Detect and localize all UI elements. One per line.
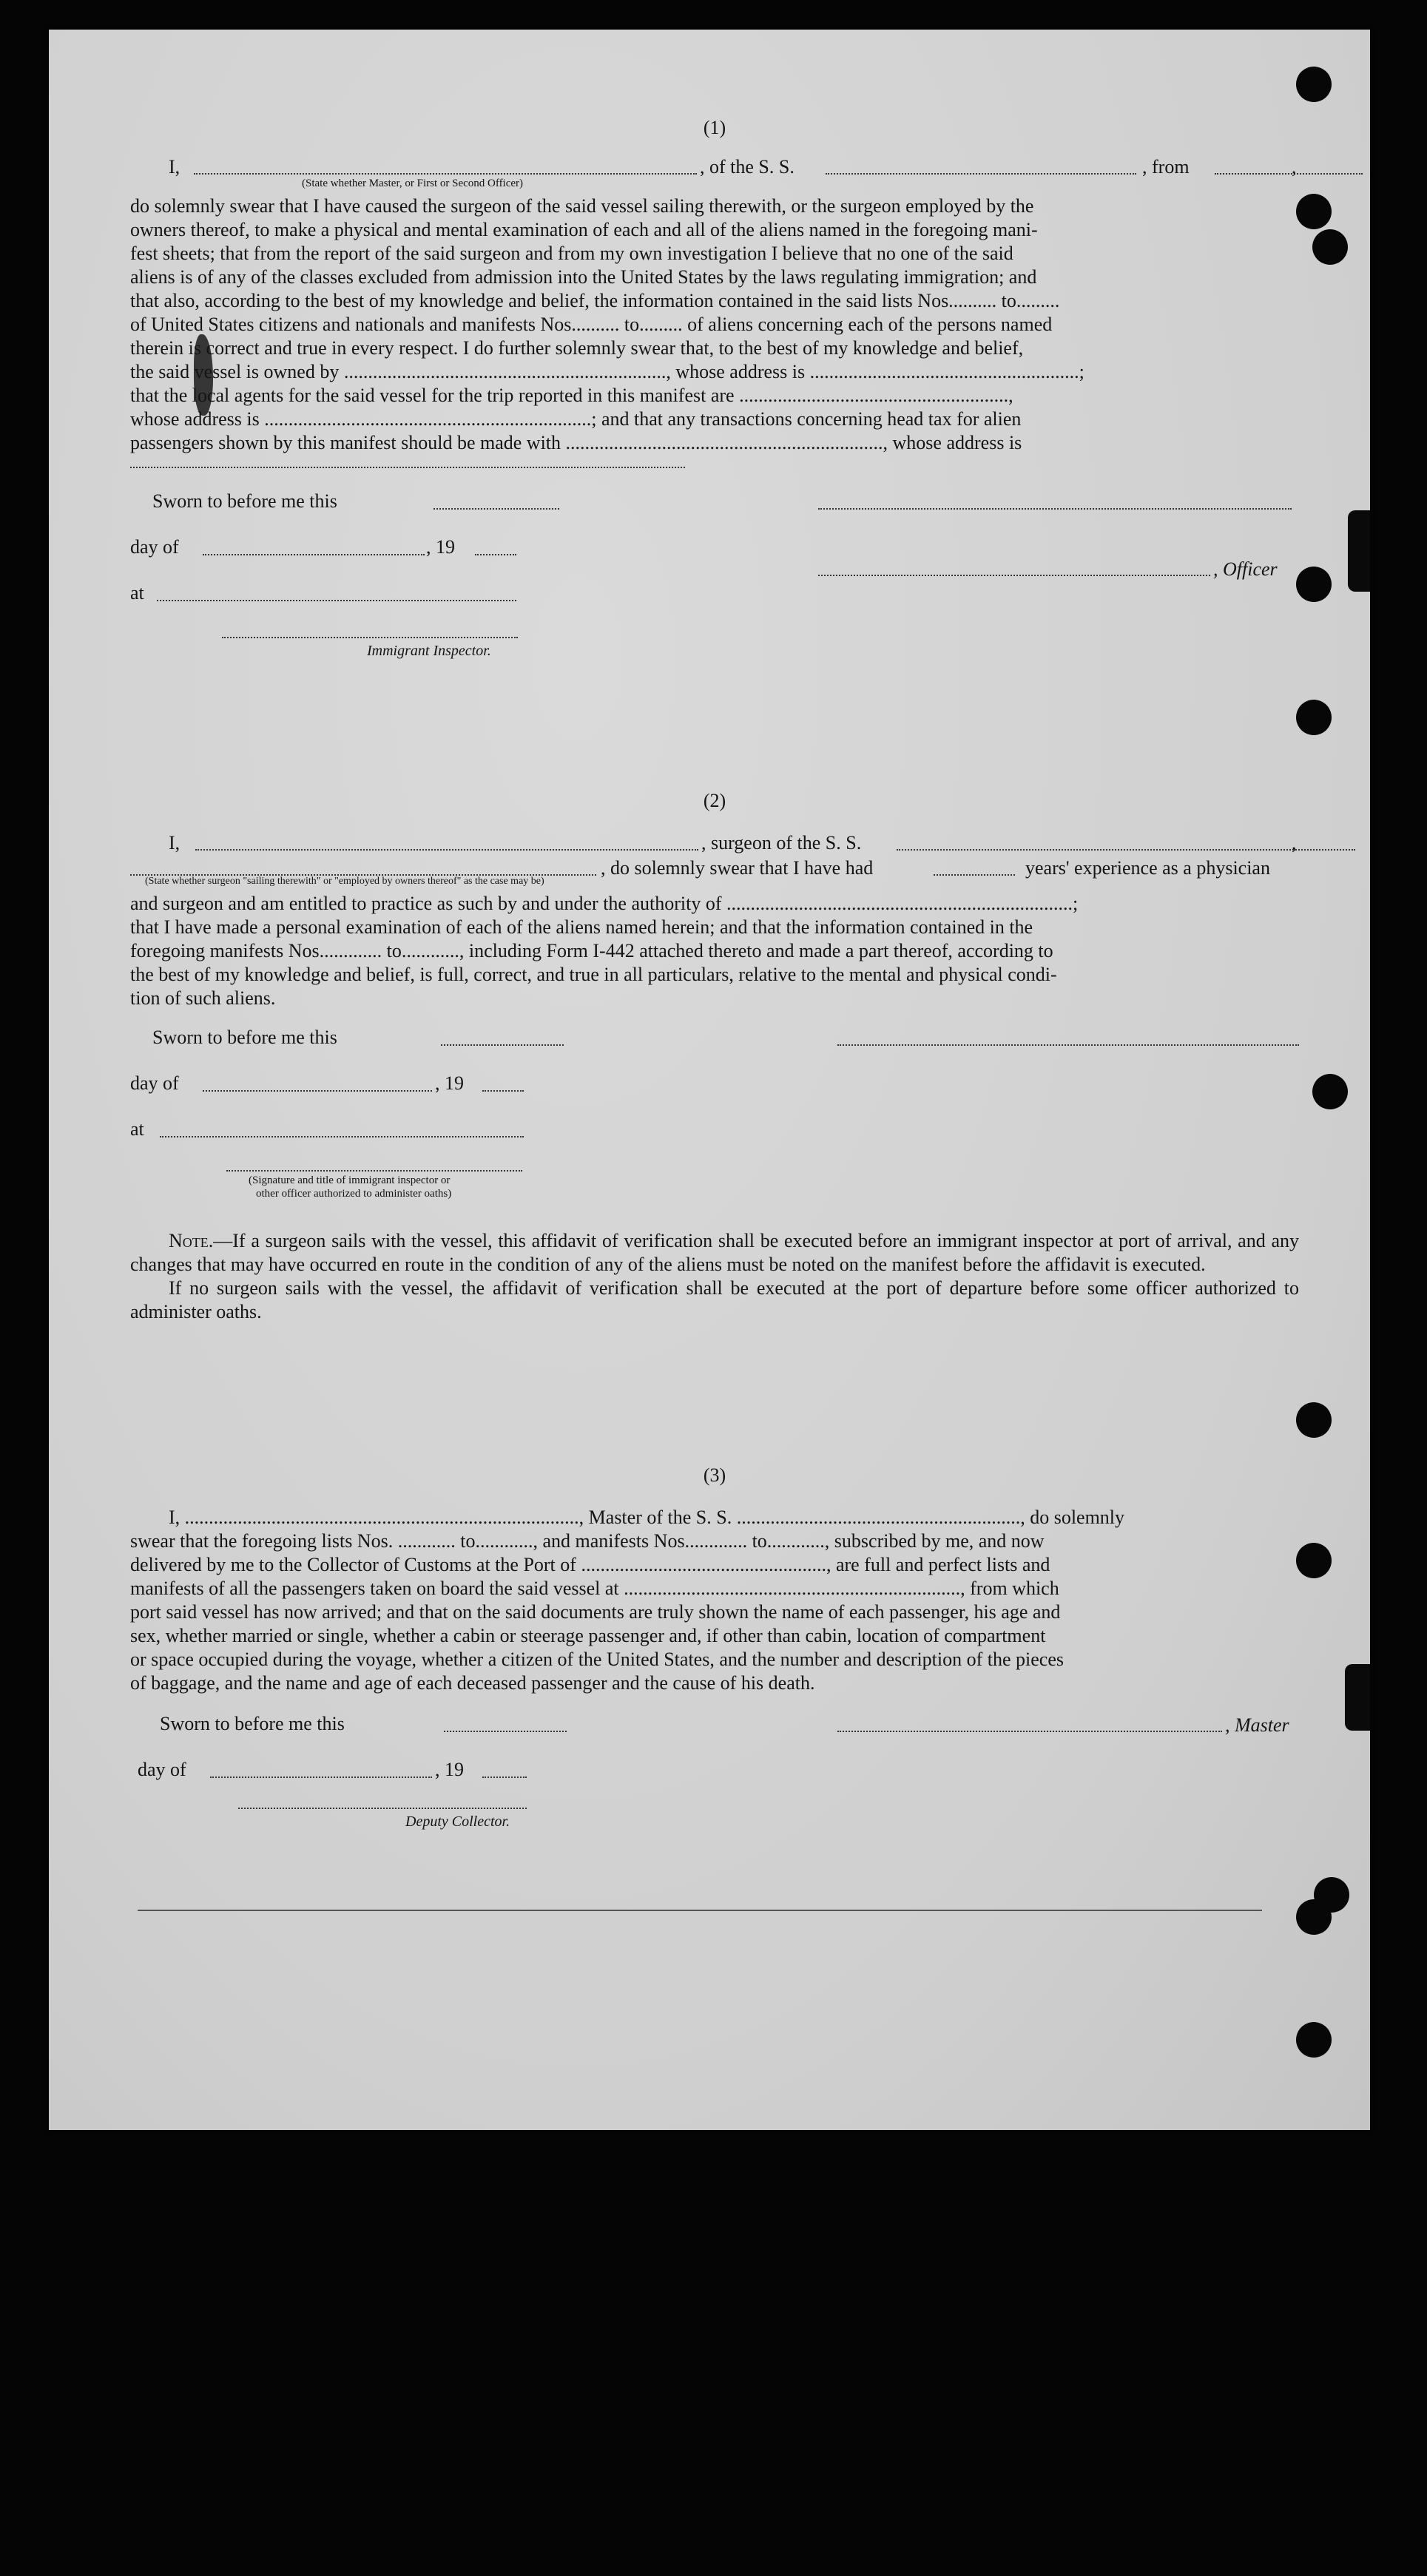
section-number: (2) [703, 790, 726, 811]
punch-hole [1312, 229, 1348, 265]
punch-hole [1296, 1543, 1332, 1578]
punch-hole [1296, 567, 1332, 602]
punch-hole [1296, 67, 1332, 102]
surgeon-signature-line [837, 1043, 1299, 1046]
master-label: , Master [1225, 1714, 1289, 1736]
section-2 [130, 790, 1299, 1324]
punch-hole [1296, 1402, 1332, 1438]
punch-hole [1296, 2022, 1332, 2058]
punch-hole [1296, 194, 1332, 229]
officer-label: , Officer [1213, 558, 1278, 580]
section-3 [130, 1464, 1299, 1861]
section-number: (3) [703, 1464, 726, 1486]
punch-hole [1312, 1074, 1348, 1109]
immigrant-inspector-label: Immigrant Inspector. [367, 643, 491, 659]
note-label: Note. [169, 1230, 214, 1251]
jurat-3: Sworn to before me this , Master day of , 19 Deputy Collector. [138, 1713, 1289, 1830]
jurat-1: Sworn to before me this day of , 19 , Officer at Immigrant Inspector. [130, 490, 1299, 712]
master-signature-line [837, 1729, 1222, 1732]
deputy-collector-label: Deputy Collector. [405, 1813, 510, 1830]
signature-caption-2: other officer authorized to administer oaths) [256, 1188, 452, 1200]
master-oath-body: I, .................................................................................., Master of the S. S. ..........................................................., do solemnly swear that the foregoing lists Nos. ............ to............, and manifests Nos............. to............, subscribed by me, and now delivered by me to the Collector of Customs at the Port of ..................................................., are full and perfect lists and manifests of all the passengers taken on board the said vessel at ......................................................................, from which port said vessel has now arrived; and that on the said documents are truly shown the name of each passenger, his age and sex, whether married or single, whether a cabin or steerage passenger and, if other than cabin, location of compartment or space occupied during the voyage, whether a citizen of the United States, and the number and description of the pieces of baggage, and the name and age of each deceased passenger and the cause of his death. [130, 1507, 1125, 1694]
punch-hole [1296, 1899, 1332, 1935]
section-1 [130, 117, 1299, 712]
note: Note.—If a surgeon sails with the vessel, this affidavit of verification shall be executed before an immigrant inspector at port of arrival, and any changes that may have occurred en route in the condition of any of the aliens must be noted on the manifest before the affidavit is executed. If no surgeon sails with the vessel, the affidavit of verification shall be executed at the port of departure before some officer authorized to administer oaths. [130, 1230, 1299, 1322]
jurat-2: Sworn to before me this day of , 19 at (Signature and title of immigrant inspector or other officer authorized to administer oaths) [130, 1027, 1299, 1234]
surgeon-line-2: , do solemnly swear that I have had years' experience as a physician [130, 856, 1299, 879]
officer-signature-line [818, 507, 1292, 510]
edge-tab [1348, 510, 1370, 592]
officer-caption: (State whether Master, or First or Second Officer) [302, 178, 524, 189]
punch-hole [1296, 700, 1332, 735]
surgeon-body: and surgeon and am entitled to practice as such by and under the authority of ........................................................................; that I have made a personal examination of each of the aliens named herein; and that the information contained in the foregoing manifests Nos............. to............, including Form I-442 attached thereto and made a part thereof, according to the best of my knowledge and belief, is full, correct, and true in all particulars, relative to the mental and physical condi- tion of such aliens. [130, 893, 1079, 1009]
signature-caption-1: (Signature and title of immigrant inspector or [249, 1174, 451, 1186]
surgeon-caption: (State whether surgeon "sailing therewith" or "employed by owners thereof" as the case may be) [145, 876, 544, 887]
bottom-rule [138, 1910, 1262, 1911]
surgeon-line-1: I, , surgeon of the S. S. , [130, 831, 1299, 856]
oath-line-1: I, , of the S. S. , from , [130, 155, 1299, 180]
oath-body: do solemnly swear that I have caused the surgeon of the said vessel sailing therewith, or the surgeon employed by the owners thereof, to make a physical and mental examination of each and all of the aliens named in the foregoing mani- fest sheets; that from the report of the said surgeon and from my own investigation I believe that no one of the said aliens is of any of the classes excluded from admission into the United States by the laws regulating immigration; and that also, according to the best of my knowledge and belief, the information contained in the said lists Nos.......... to......... of United States citizens and nationals and manifests Nos.......... to......... of aliens concerning each of the persons named therein is correct and true in every respect. I do further solemnly swear that, to the best of my knowledge and belief, the said vessel is owned by ..................................................................., whose address is ........................................................; that the local agents for the said vessel for the trip reported in this manifest are ........................................................, whose address is ....................................................................; and that any transactions concerning head tax for alien passengers shown by this manifest should be made with .................................................................., whose address is [130, 195, 1299, 468]
edge-tab [1345, 1664, 1370, 1731]
section-number: (1) [703, 117, 726, 138]
document-page [49, 30, 1370, 2130]
